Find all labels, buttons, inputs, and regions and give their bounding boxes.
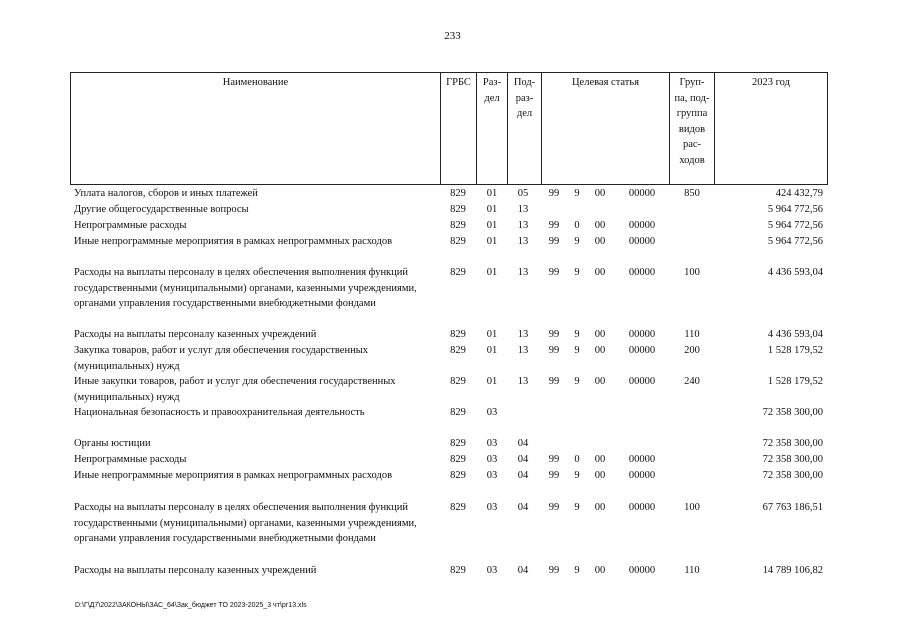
cell-podrazdel: 13: [517, 236, 529, 247]
cell-cs1: 99: [548, 220, 560, 231]
cell-razdel: 03: [486, 454, 498, 465]
cell-name: Национальная безопасность и правоохранительная деятельность: [74, 407, 365, 418]
cell-cs4: 00000: [628, 220, 656, 231]
cell-amount: 72 358 300,00: [762, 454, 823, 465]
cell-podrazdel: 13: [517, 329, 529, 340]
cell-grbs: 829: [450, 470, 466, 481]
cell-vr: 110: [684, 329, 700, 340]
cell-name: Закупка товаров, работ и услуг для обеспечения государственных (муниципальных) нужд: [74, 345, 369, 372]
cell-cs2: 9: [574, 236, 580, 247]
cell-vr: 850: [684, 188, 700, 199]
cell-grbs: 829: [450, 329, 466, 340]
cell-razdel: 03: [486, 407, 498, 418]
cell-razdel: 01: [486, 376, 498, 387]
cell-podrazdel: 13: [517, 267, 529, 278]
cell-razdel: 03: [486, 502, 498, 513]
cell-amount: 72 358 300,00: [762, 438, 823, 449]
cell-podrazdel: 13: [517, 376, 529, 387]
cell-cs3: 00: [594, 188, 606, 199]
cell-grbs: 829: [450, 454, 466, 465]
cell-cs1: 99: [548, 565, 560, 576]
header-vr-label: Груп- па, под- группа видов рас- ходов: [674, 77, 710, 166]
cell-cs2: 9: [574, 267, 580, 278]
cell-cs3: 00: [594, 502, 606, 513]
cell-name: Расходы на выплаты персоналу казенных учреждений: [74, 329, 317, 340]
cell-amount: 4 436 593,04: [767, 329, 823, 340]
cell-vr: 100: [684, 267, 700, 278]
cell-razdel: 01: [486, 345, 498, 356]
cell-cs2: 9: [574, 502, 580, 513]
cell-cs2: 9: [574, 470, 580, 481]
cell-grbs: 829: [450, 438, 466, 449]
cell-vr: 100: [684, 502, 700, 513]
cell-podrazdel: 13: [517, 220, 529, 231]
cell-cs1: 99: [548, 454, 560, 465]
cell-cs3: 00: [594, 329, 606, 340]
cell-razdel: 01: [486, 204, 498, 215]
header-name-label: Наименование: [222, 77, 289, 88]
cell-cs2: 9: [574, 376, 580, 387]
cell-grbs: 829: [450, 565, 466, 576]
cell-razdel: 03: [486, 565, 498, 576]
cell-cs4: 00000: [628, 345, 656, 356]
cell-podrazdel: 05: [517, 188, 529, 199]
cell-grbs: 829: [450, 220, 466, 231]
cell-amount: 72 358 300,00: [762, 407, 823, 418]
cell-name: Расходы на выплаты персоналу в целях обеспечения выполнения функций государственными (муниципальными) органами, казенными учреждениями, органами управления государственными внебюджетными фондами: [74, 502, 417, 544]
cell-name: Иные непрограммные мероприятия в рамках непрограммных расходов: [74, 470, 393, 481]
cell-cs4: 00000: [628, 188, 656, 199]
cell-cs3: 00: [594, 470, 606, 481]
cell-cs2: 9: [574, 345, 580, 356]
header-target-label: Целевая статья: [571, 77, 640, 88]
header-year: [714, 72, 828, 185]
cell-name: Иные непрограммные мероприятия в рамках непрограммных расходов: [74, 236, 393, 247]
cell-name: Расходы на выплаты персоналу казенных учреждений: [74, 565, 317, 576]
cell-podrazdel: 13: [517, 345, 529, 356]
cell-name: Иные закупки товаров, работ и услуг для обеспечения государственных (муниципальных) нужд: [74, 376, 396, 403]
cell-razdel: 03: [486, 470, 498, 481]
header-grbs: [440, 72, 476, 185]
cell-grbs: 829: [450, 204, 466, 215]
cell-cs3: 00: [594, 565, 606, 576]
cell-vr: 200: [684, 345, 700, 356]
cell-cs4: 00000: [628, 454, 656, 465]
cell-cs3: 00: [594, 345, 606, 356]
cell-podrazdel: 04: [517, 502, 529, 513]
cell-grbs: 829: [450, 345, 466, 356]
cell-cs4: 00000: [628, 267, 656, 278]
cell-cs2: 0: [574, 220, 580, 231]
cell-amount: 67 763 186,51: [762, 502, 823, 513]
cell-amount: 1 528 179,52: [767, 376, 823, 387]
cell-podrazdel: 04: [517, 565, 529, 576]
table-header-bottom-border: [70, 184, 828, 185]
cell-cs3: 00: [594, 220, 606, 231]
cell-vr: 240: [684, 376, 700, 387]
cell-name: Другие общегосударственные вопросы: [74, 204, 249, 215]
cell-podrazdel: 13: [517, 204, 529, 215]
cell-razdel: 01: [486, 236, 498, 247]
cell-amount: 4 436 593,04: [767, 267, 823, 278]
cell-cs2: 9: [574, 188, 580, 199]
cell-name: Уплата налогов, сборов и иных платежей: [74, 188, 258, 199]
cell-razdel: 01: [486, 220, 498, 231]
cell-razdel: 01: [486, 188, 498, 199]
header-name: [70, 72, 440, 185]
cell-podrazdel: 04: [517, 454, 529, 465]
cell-cs2: 9: [574, 329, 580, 340]
cell-cs2: 0: [574, 454, 580, 465]
cell-razdel: 03: [486, 438, 498, 449]
header-grbs-label: ГРБС: [446, 77, 471, 88]
cell-cs1: 99: [548, 188, 560, 199]
cell-grbs: 829: [450, 236, 466, 247]
cell-name: Непрограммные расходы: [74, 220, 187, 231]
cell-cs3: 00: [594, 376, 606, 387]
cell-name: Расходы на выплаты персоналу в целях обеспечения выполнения функций государственными (муниципальными) органами, казенными учреждениями, органами управления государственными внебюджетными фондами: [74, 267, 417, 309]
file-path-footer: D:\Г\Д7\2022\ЗАКОНЫ\ЗАС_64\Зак_бюджет ТО 2023-2025_3 чт\рг13.xls: [75, 602, 307, 609]
cell-cs1: 99: [548, 376, 560, 387]
cell-cs3: 00: [594, 236, 606, 247]
cell-cs1: 99: [548, 236, 560, 247]
cell-grbs: 829: [450, 267, 466, 278]
cell-vr: 110: [684, 565, 700, 576]
cell-cs4: 00000: [628, 236, 656, 247]
header-podrazdel-label: Под- раз- дел: [513, 77, 536, 119]
cell-cs4: 00000: [628, 470, 656, 481]
cell-amount: 1 528 179,52: [767, 345, 823, 356]
cell-cs3: 00: [594, 454, 606, 465]
header-target: [541, 72, 669, 185]
cell-cs1: 99: [548, 345, 560, 356]
cell-grbs: 829: [450, 188, 466, 199]
cell-razdel: 01: [486, 267, 498, 278]
header-razdel-label: Раз- дел: [482, 77, 502, 104]
cell-amount: 5 964 772,56: [767, 204, 823, 215]
cell-cs4: 00000: [628, 376, 656, 387]
header-vr: [669, 72, 714, 185]
cell-amount: 5 964 772,56: [767, 220, 823, 231]
cell-grbs: 829: [450, 502, 466, 513]
header-podrazdel: [507, 72, 541, 185]
cell-amount: 424 432,79: [775, 188, 823, 199]
cell-cs1: 99: [548, 267, 560, 278]
cell-podrazdel: 04: [517, 470, 529, 481]
cell-razdel: 01: [486, 329, 498, 340]
page-number: 233: [444, 30, 461, 42]
cell-cs1: 99: [548, 329, 560, 340]
cell-cs4: 00000: [628, 565, 656, 576]
cell-name: Органы юстиции: [74, 438, 151, 449]
cell-amount: 72 358 300,00: [762, 470, 823, 481]
cell-grbs: 829: [450, 376, 466, 387]
cell-cs2: 9: [574, 565, 580, 576]
header-razdel: [476, 72, 507, 185]
cell-name: Непрограммные расходы: [74, 454, 187, 465]
cell-podrazdel: 04: [517, 438, 529, 449]
cell-cs3: 00: [594, 267, 606, 278]
cell-cs4: 00000: [628, 502, 656, 513]
cell-cs4: 00000: [628, 329, 656, 340]
cell-cs1: 99: [548, 502, 560, 513]
cell-grbs: 829: [450, 407, 466, 418]
cell-cs1: 99: [548, 470, 560, 481]
header-year-label: 2023 год: [752, 77, 790, 88]
cell-amount: 5 964 772,56: [767, 236, 823, 247]
cell-amount: 14 789 106,82: [762, 565, 823, 576]
